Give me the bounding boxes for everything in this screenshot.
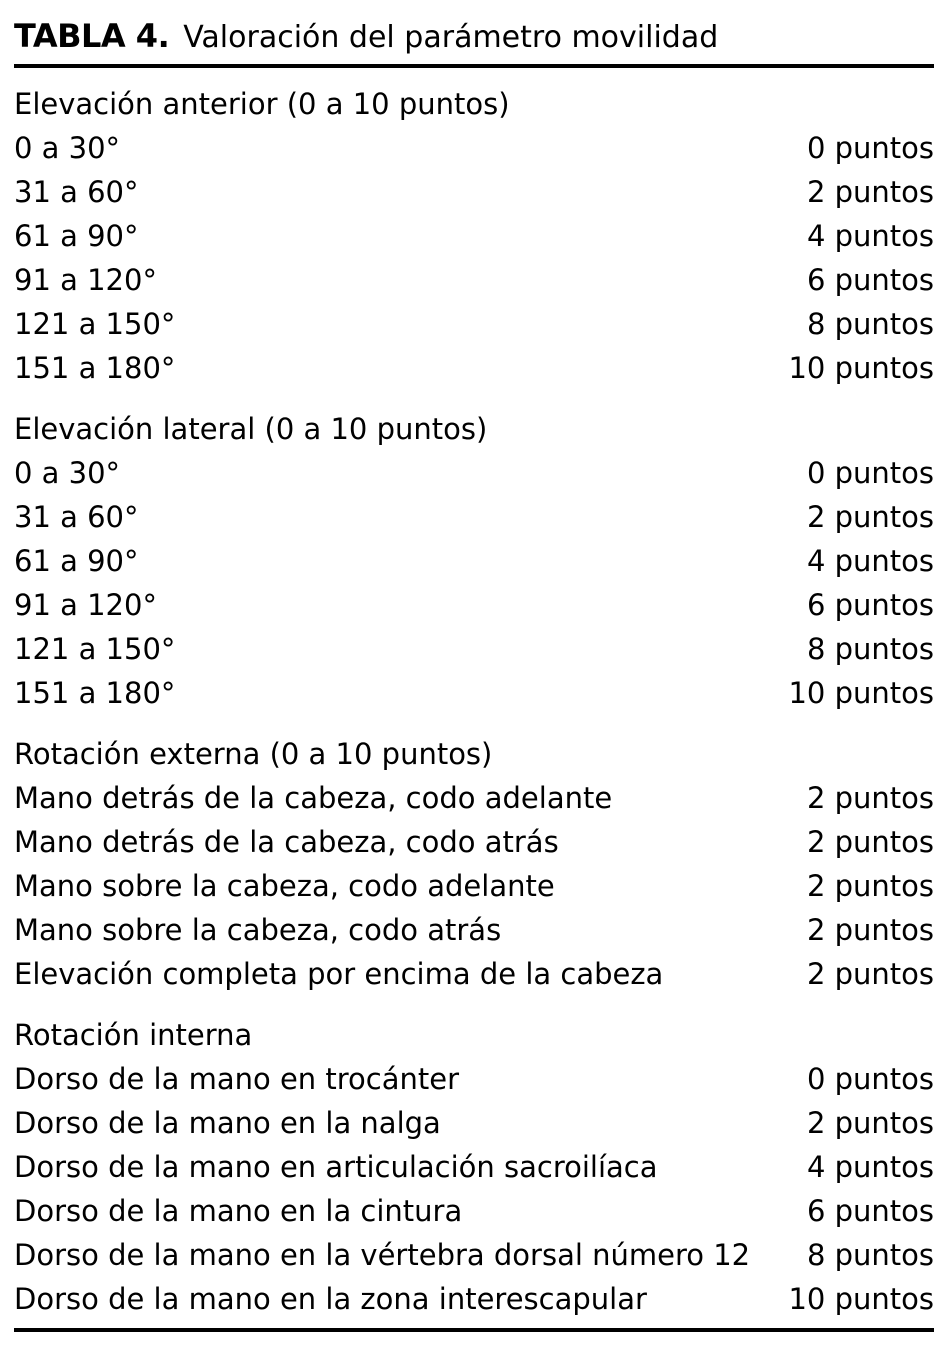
section-heading: Rotación interna <box>14 1018 253 1052</box>
row-label: Dorso de la mano en articulación sacroilíaca <box>14 1150 658 1184</box>
row-label: Mano detrás de la cabeza, codo adelante <box>14 781 613 815</box>
row-points: 0 puntos <box>806 131 934 165</box>
bottom-rule <box>14 1328 934 1332</box>
table-row <box>14 952 934 996</box>
section-heading: Rotación externa (0 a 10 puntos) <box>14 737 493 771</box>
row-label: Mano sobre la cabeza, codo adelante <box>14 869 555 903</box>
row-label: Mano detrás de la cabeza, codo atrás <box>14 825 559 859</box>
table-row <box>14 864 934 908</box>
row-points: 8 puntos <box>806 1238 934 1272</box>
row-label: 61 a 90° <box>14 219 139 253</box>
row-points: 10 puntos <box>788 676 934 710</box>
section-heading: Elevación anterior (0 a 10 puntos) <box>14 87 510 121</box>
row-points: 4 puntos <box>806 544 934 578</box>
table-label: TABLA 4. <box>14 17 170 55</box>
table-row <box>14 346 934 390</box>
table-row <box>14 126 934 170</box>
table-row <box>14 1145 934 1189</box>
table-row <box>14 1233 934 1277</box>
row-points: 4 puntos <box>806 219 934 253</box>
table-row <box>14 170 934 214</box>
row-label: 31 a 60° <box>14 175 139 209</box>
table-row <box>14 539 934 583</box>
row-label: 0 a 30° <box>14 456 121 490</box>
row-label: 151 a 180° <box>14 676 176 710</box>
table-row <box>14 1101 934 1145</box>
row-points: 4 puntos <box>806 1150 934 1184</box>
row-label: 91 a 120° <box>14 588 157 622</box>
table-row <box>14 908 934 952</box>
row-label: 31 a 60° <box>14 500 139 534</box>
table-row <box>14 495 934 539</box>
row-label: 121 a 150° <box>14 307 176 341</box>
table-row <box>14 1057 934 1101</box>
table-row <box>14 1189 934 1233</box>
section-elevacion-anterior <box>14 82 934 390</box>
table-title: Valoración del parámetro movilidad <box>183 20 719 55</box>
row-label: 151 a 180° <box>14 351 176 385</box>
table-row <box>14 671 934 715</box>
table-row <box>14 451 934 495</box>
table-row <box>14 627 934 671</box>
row-label: Dorso de la mano en la nalga <box>14 1106 441 1140</box>
row-points: 6 puntos <box>806 588 934 622</box>
row-points: 6 puntos <box>806 263 934 297</box>
row-label: 61 a 90° <box>14 544 139 578</box>
row-points: 2 puntos <box>806 175 934 209</box>
section-elevacion-lateral <box>14 407 934 715</box>
row-points: 10 puntos <box>788 351 934 385</box>
row-label: Elevación completa por encima de la cabeza <box>14 957 664 991</box>
row-points: 2 puntos <box>806 869 934 903</box>
table-caption <box>14 13 718 61</box>
table-row <box>14 776 934 820</box>
row-label: Dorso de la mano en trocánter <box>14 1062 460 1096</box>
row-points: 6 puntos <box>806 1194 934 1228</box>
row-points: 2 puntos <box>806 957 934 991</box>
row-label: Mano sobre la cabeza, codo atrás <box>14 913 502 947</box>
table-row <box>14 1277 934 1321</box>
table-row <box>14 302 934 346</box>
row-points: 2 puntos <box>806 913 934 947</box>
row-label: Dorso de la mano en la zona interescapular <box>14 1282 647 1316</box>
table-row <box>14 583 934 627</box>
table-row <box>14 258 934 302</box>
row-label: Dorso de la mano en la cintura <box>14 1194 463 1228</box>
row-label: Dorso de la mano en la vértebra dorsal número 12 <box>14 1238 751 1272</box>
row-points: 8 puntos <box>806 632 934 666</box>
top-rule <box>14 64 934 68</box>
table-row <box>14 214 934 258</box>
row-label: 0 a 30° <box>14 131 121 165</box>
row-points: 2 puntos <box>806 825 934 859</box>
row-points: 2 puntos <box>806 500 934 534</box>
row-points: 2 puntos <box>806 1106 934 1140</box>
section-rotacion-interna <box>14 1013 934 1321</box>
row-points: 0 puntos <box>806 1062 934 1096</box>
row-points: 8 puntos <box>806 307 934 341</box>
row-points: 2 puntos <box>806 781 934 815</box>
section-rotacion-externa <box>14 732 934 996</box>
row-label: 91 a 120° <box>14 263 157 297</box>
row-label: 121 a 150° <box>14 632 176 666</box>
row-points: 0 puntos <box>806 456 934 490</box>
table-row <box>14 820 934 864</box>
row-points: 10 puntos <box>788 1282 934 1316</box>
section-heading: Elevación lateral (0 a 10 puntos) <box>14 412 488 446</box>
